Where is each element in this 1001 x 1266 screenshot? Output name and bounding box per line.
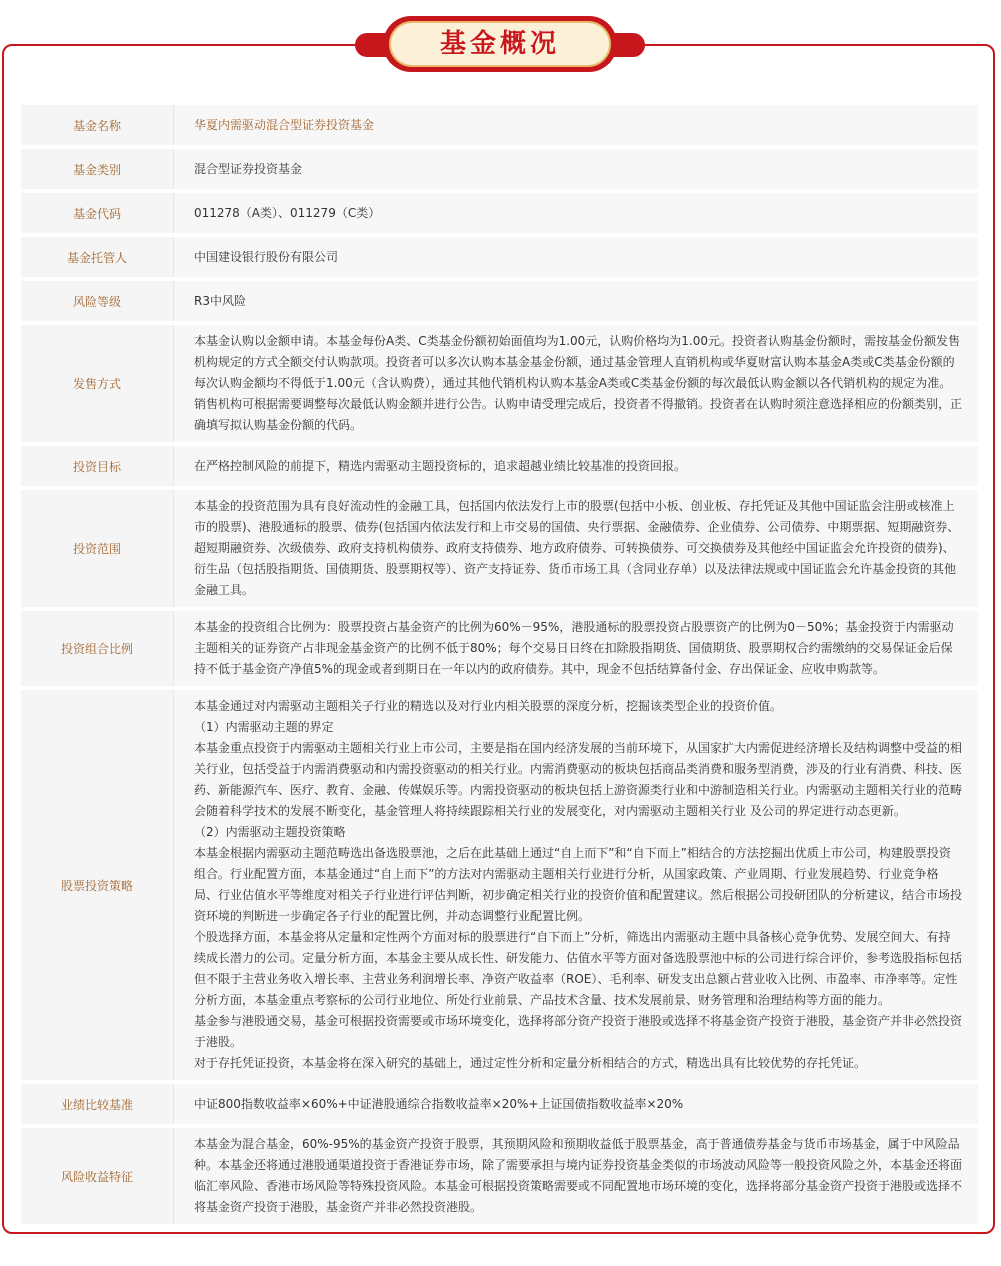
row-value: 011278（A类）、011279（C类） <box>173 193 978 233</box>
row-value: 本基金认购以金额申请。本基金每份A类、C类基金份额初始面值均为1.00元，认购价格均为1.00元。投资者认购基金份额时，需按基金份额发售机构规定的方式全额交付认购款项。投资者可以多次认购本基金基金份额，通过基金管理人直销机构或华夏财富认购本基金A类或C类基金份额的每次认购金额均不得低于1.00元（含认购费），通过其他代销机构认购本基金A类或C类基金份额的每次最低认购金额以各代销机构的规定为准。销售机构可根据需要调整每次最低认购金额并进行公告。认购申请受理完成后，投资者不得撤销。投资者在认购时须注意选择相应的份额类别，正确填写拟认购基金份额的代码。 <box>173 325 978 442</box>
row-value: 本基金的投资组合比例为：股票投资占基金资产的比例为60%－95%，港股通标的股票投资占股票资产的比例为0－50%；基金投资于内需驱动主题相关的证券资产占非现金基金资产的比例不低于80%；每个交易日日终在扣除股指期货、国债期货、股票期权合约需缴纳的交易保证金后保持不低于基金资产净值5%的现金或者到期日在一年以内的政府债券。其中，现金不包括结算备付金、存出保证金、应收申购款等。 <box>173 611 978 686</box>
row-label: 基金代码 <box>21 193 173 233</box>
row-label: 发售方式 <box>21 325 173 442</box>
strategy-subheading: （2）内需驱动主题投资策略 <box>194 825 346 839</box>
strategy-paragraph: 本基金根据内需驱动主题范畴选出备选股票池，之后在此基础上通过“自上而下”和“自下而上”相结合的方法挖掘出优质上市公司，构建股票投资组合。行业配置方面，本基金通过“自上而下”的方法对内需驱动主题相关行业进行分析，从国家政策、产业周期、行业发展趋势、行业竞争格局、行业估值水平等维度对相关子行业进行评估判断，初步确定相关行业的投资价值和配置建议。然后根据公司投研团队的分析建议，结合市场投资环境的判断进一步确定各子行业的配置比例，并动态调整行业配置比例。 <box>194 846 963 923</box>
row-investment-objective <box>21 446 978 486</box>
row-fund-code <box>21 193 978 233</box>
row-investment-scope <box>21 490 978 607</box>
row-risk-level <box>21 281 978 321</box>
row-label: 投资目标 <box>21 446 173 486</box>
row-label: 业绩比较基准 <box>21 1084 173 1124</box>
row-value: 混合型证券投资基金 <box>173 149 978 189</box>
fund-info-table <box>21 101 978 1228</box>
row-fund-name <box>21 105 978 145</box>
strategy-paragraph: 对于存托凭证投资，本基金将在深入研究的基础上，通过定性分析和定量分析相结合的方式，精选出具有比较优势的存托凭证。 <box>194 1056 867 1070</box>
row-fund-category <box>21 149 978 189</box>
title-banner <box>355 16 645 72</box>
strategy-paragraph: 基金参与港股通交易，基金可根据投资需要或市场环境变化，选择将部分资产投资于港股或选择不将基金资产投资于港股，基金资产并非必然投资于港股。 <box>194 1014 963 1049</box>
row-offering-method <box>21 325 978 442</box>
row-value: R3中风险 <box>173 281 978 321</box>
row-value: 在严格控制风险的前提下，精选内需驱动主题投资标的，追求超越业绩比较基准的投资回报。 <box>173 446 978 486</box>
row-label: 投资组合比例 <box>21 611 173 686</box>
row-value: 中国建设银行股份有限公司 <box>173 237 978 277</box>
row-label: 基金类别 <box>21 149 173 189</box>
row-value: 华夏内需驱动混合型证券投资基金 <box>173 105 978 145</box>
row-value: 本基金的投资范围为具有良好流动性的金融工具，包括国内依法发行上市的股票(包括中小板、创业板、存托凭证及其他中国证监会注册或核准上市的股票)、港股通标的股票、债券(包括国内依法发行和上市交易的国债、央行票据、金融债券、企业债券、公司债券、中期票据、短期融资券、超短期融资券、次级债券、政府支持机构债券、政府支持债券、地方政府债券、可转换债券、可交换债券及其他经中国证监会允许投资的债券)、衍生品（包括股指期货、国债期货、股票期权等）、资产支持证券、货币市场工具（含同业存单）以及法律法规或中国证监会允许基金投资的其他金融工具。 <box>173 490 978 607</box>
row-custodian <box>21 237 978 277</box>
row-portfolio-ratio <box>21 611 978 686</box>
strategy-paragraph: 本基金通过对内需驱动主题相关子行业的精选以及对行业内相关股票的深度分析，挖掘该类型企业的投资价值。 <box>194 699 783 713</box>
row-value: 本基金为混合基金，60%-95%的基金资产投资于股票，其预期风险和预期收益低于股票基金，高于普通债券基金与货币市场基金，属于中风险品种。本基金还将通过港股通渠道投资于香港证券市场，除了需要承担与境内证券投资基金类似的市场波动风险等一般投资风险之外，本基金还将面临汇率风险、香港市场风险等特殊投资风险。本基金可根据投资策略需要或不同配置地市场环境的变化，选择将部分基金资产投资于港股或选择不将基金资产投资于港股，基金资产并非必然投资港股。 <box>173 1128 978 1224</box>
row-label: 股票投资策略 <box>21 690 173 1080</box>
row-label: 基金名称 <box>21 105 173 145</box>
strategy-subheading: （1）内需驱动主题的界定 <box>194 720 334 734</box>
row-label: 基金托管人 <box>21 237 173 277</box>
row-value: 中证800指数收益率×60%+中证港股通综合指数收益率×20%+上证国债指数收益率×20% <box>173 1084 978 1124</box>
row-stock-strategy <box>21 690 978 1080</box>
row-label: 风险收益特征 <box>21 1128 173 1224</box>
row-risk-return <box>21 1128 978 1224</box>
row-benchmark <box>21 1084 978 1124</box>
strategy-paragraph: 个股选择方面，本基金将从定量和定性两个方面对标的股票进行“自下而上”分析，筛选出内需驱动主题中具备核心竞争优势、发展空间大、有持续成长潜力的公司。定量分析方面，本基金主要从成长性、研发能力、估值水平等方面对备选股票池中标的公司进行综合评价，参考选股指标包括但不限于主营业务收入增长率、主营业务利润增长率、净资产收益率（ROE）、毛利率、研发支出总额占营业收入比例、市盈率、市净率等。定性分析方面，本基金重点考察标的公司行业地位、所处行业前景、产品技术含量、技术发展前景、财务管理和治理结构等方面的能力。 <box>194 930 963 1007</box>
page-title: 基金概况 <box>439 29 560 59</box>
row-value <box>173 690 978 1080</box>
row-label: 投资范围 <box>21 490 173 607</box>
row-label: 风险等级 <box>21 281 173 321</box>
strategy-paragraph: 本基金重点投资于内需驱动主题相关行业上市公司，主要是指在国内经济发展的当前环境下，从国家扩大内需促进经济增长及结构调整中受益的相关行业，包括受益于内需消费驱动和内需投资驱动的相关行业。内需消费驱动的板块包括商品类消费和服务型消费，涉及的行业有消费、科技、医药、新能源汽车、医疗、教育、金融、传媒娱乐等。内需投资驱动的板块包括上游资源类行业和中游制造相关行业。内需驱动主题相关行业的范畴会随着科学技术的发展不断变化，基金管理人将持续跟踪相关行业的发展变化，对内需驱动主题相关行业 及公司的界定进行动态更新。 <box>194 741 963 818</box>
